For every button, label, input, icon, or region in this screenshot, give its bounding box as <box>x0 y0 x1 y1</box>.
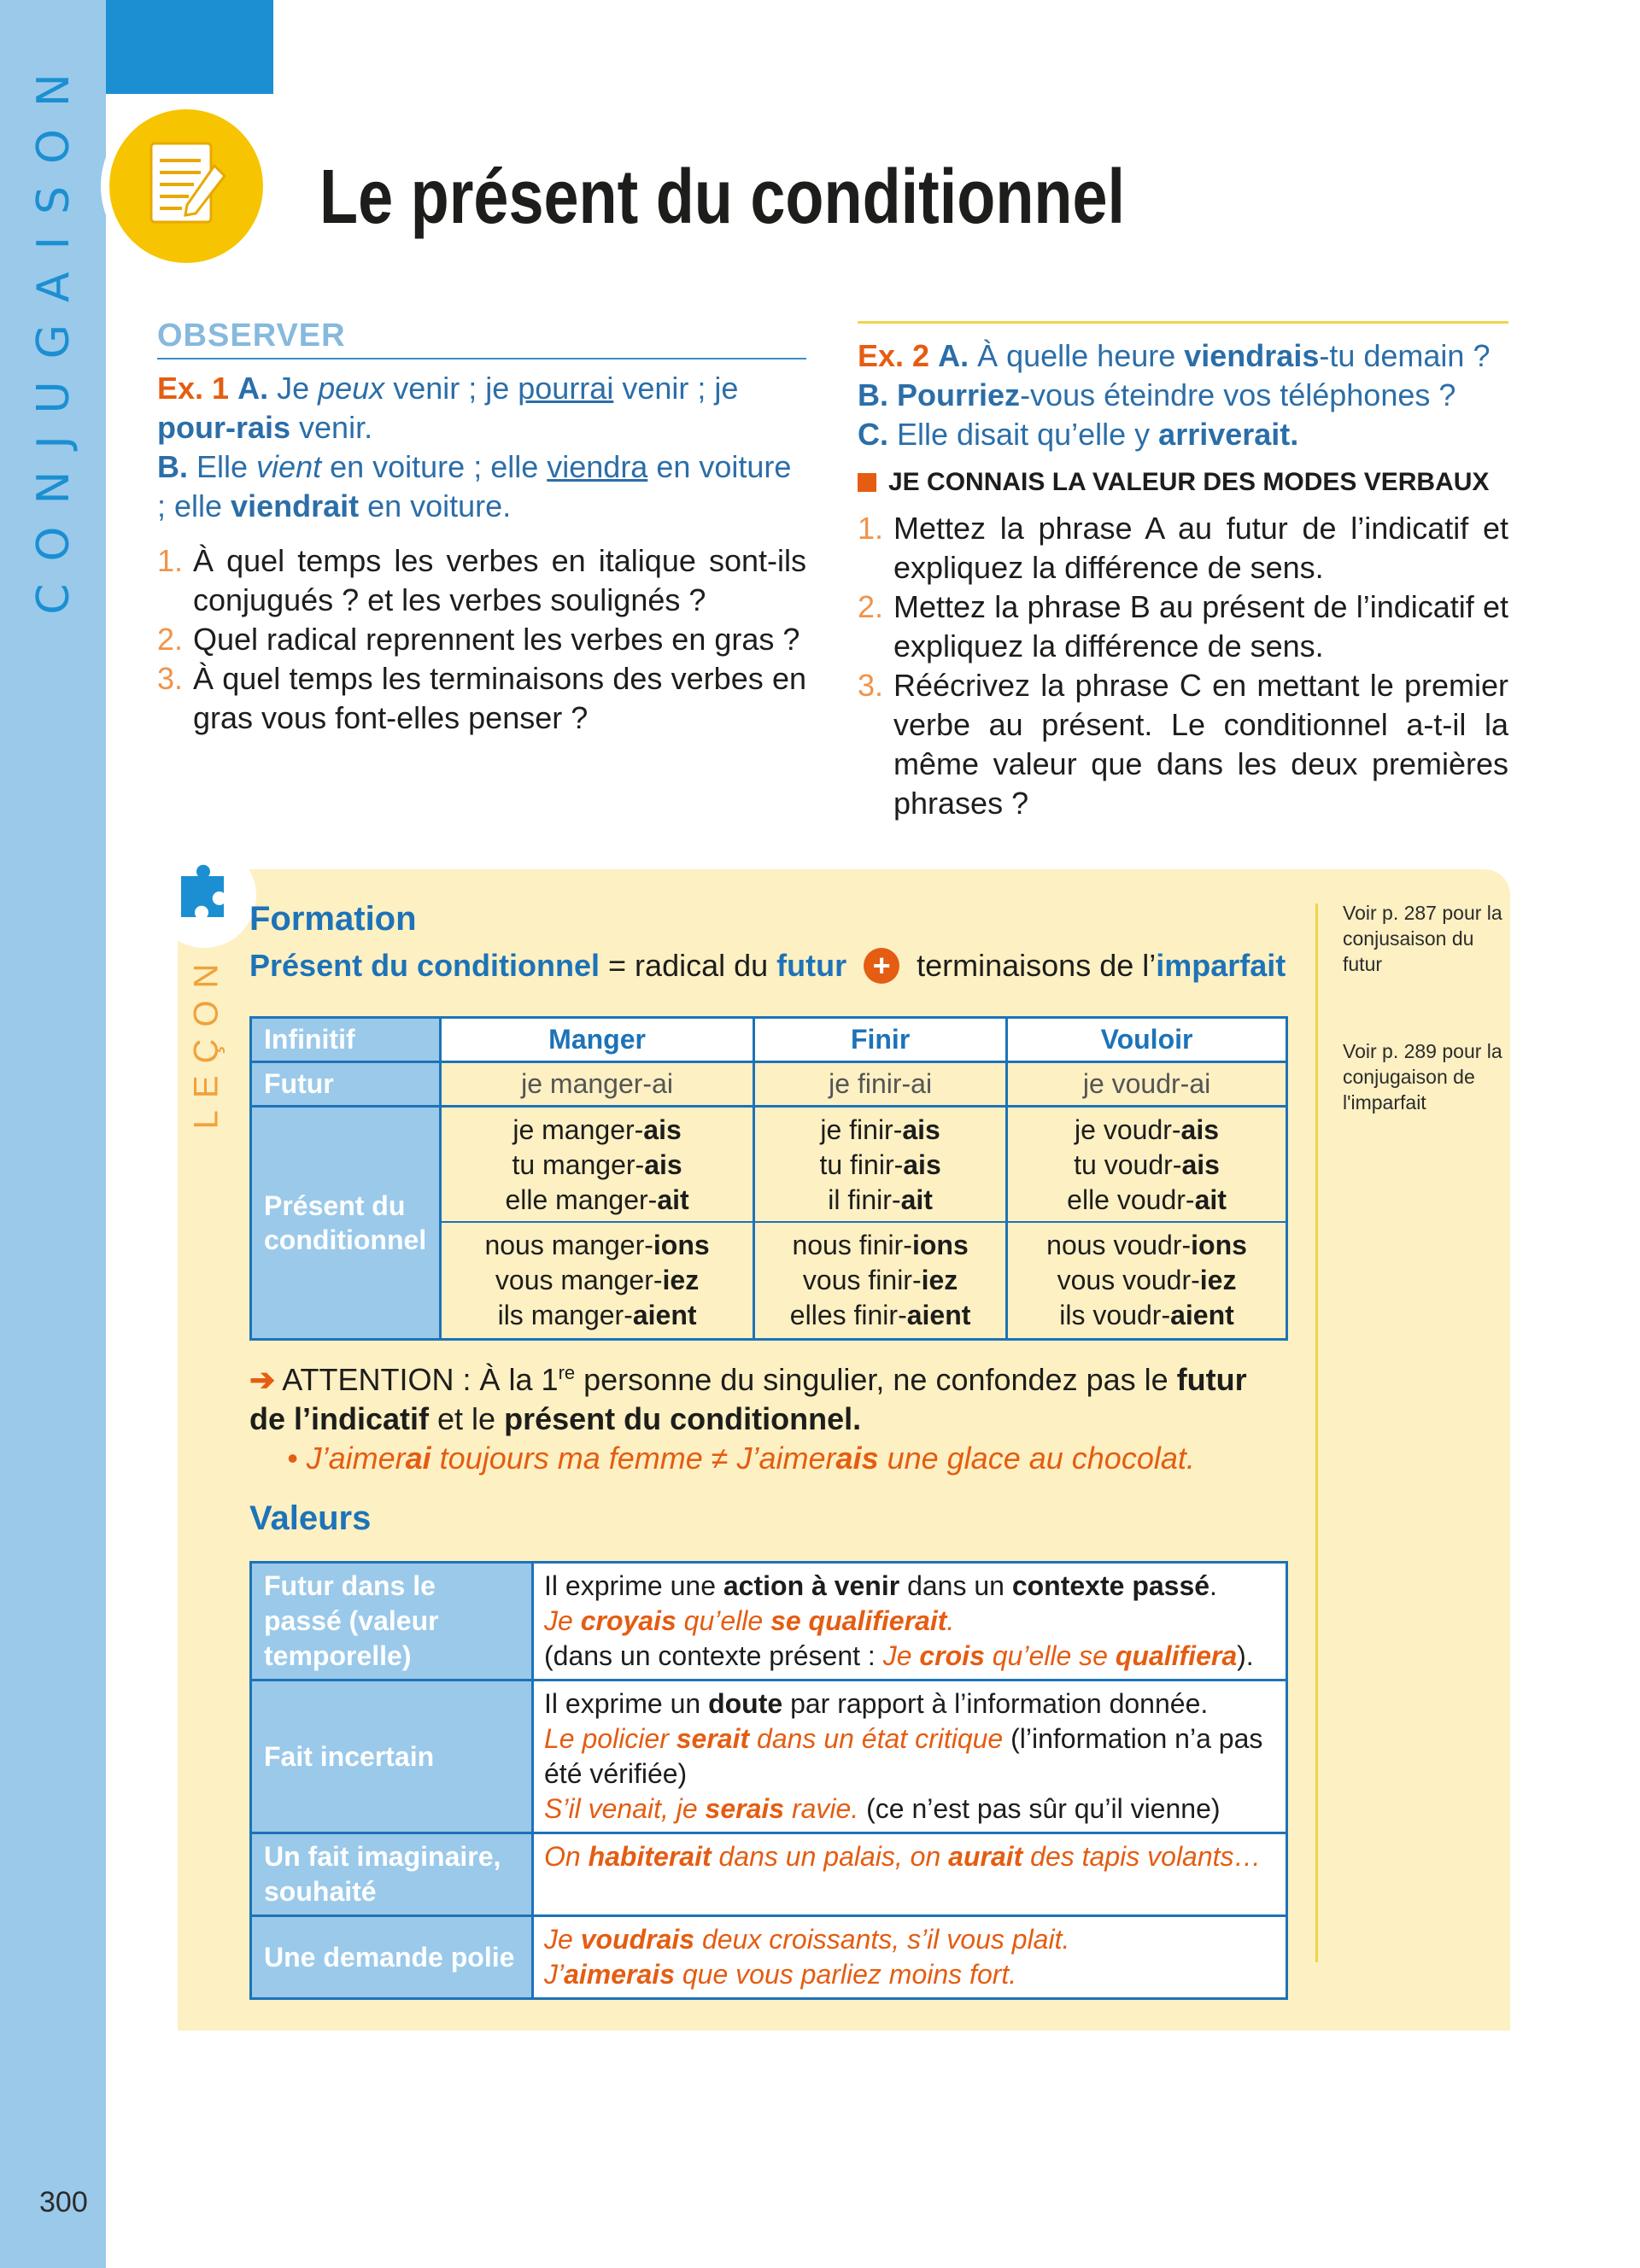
table-cell: Il exprime une action à venir dans un contexte passé. Je croyais qu’elle se qualifierait. (dans un contexte présent : Je crois qu’elle se qualifiera). <box>533 1563 1287 1681</box>
lesson-vertical-label: LEÇON <box>187 951 226 1129</box>
conjugation-table <box>249 1016 1288 1341</box>
conjugation-line: ils manger-aient <box>497 1300 697 1330</box>
conjugation-line: tu manger-ais <box>512 1149 682 1180</box>
list-item: 3. À quel temps les terminaisons des verbes en gras vous font-elles penser ? <box>157 661 806 735</box>
attention-note: ➔ ATTENTION : À la 1re personne du singulier, ne confondez pas le futur de l’indicatif et le présent du conditionnel. • J’aimerai toujours ma femme ≠ J’aimerais une glace au chocolat. <box>249 1353 1274 1478</box>
valeurs-table <box>249 1561 1288 2000</box>
table-cell <box>441 1107 754 1340</box>
table-row-label: Futur <box>251 1062 441 1107</box>
table-row <box>251 1833 1287 1916</box>
conjugation-line: tu finir-ais <box>819 1149 941 1180</box>
conjugation-line: vous voudr-iez <box>1057 1265 1237 1295</box>
margin-rule <box>1315 903 1318 1962</box>
table-row-label: Une demande polie <box>251 1916 533 1999</box>
plus-icon: + <box>864 948 899 984</box>
conjugation-line: elle voudr-ait <box>1067 1184 1227 1215</box>
table-row-label: Un fait imaginaire, souhaité <box>251 1833 533 1916</box>
square-bullet-icon <box>858 473 876 492</box>
conjugation-line: elles finir-aient <box>789 1300 971 1330</box>
conjugation-line: ils voudr-aient <box>1059 1300 1234 1330</box>
conjugation-line: tu voudr-ais <box>1074 1149 1220 1180</box>
exercise-2-questions <box>858 509 1508 823</box>
table-header: Infinitif <box>251 1018 441 1062</box>
list-item: 2. Quel radical reprennent les verbes en gras ? <box>157 622 800 657</box>
table-row-label: Présent du conditionnel <box>251 1107 441 1340</box>
conjugation-line: nous finir-ions <box>792 1230 969 1260</box>
table-cell: je manger-ai <box>441 1062 754 1107</box>
margin-note-imparfait: Voir p. 289 pour la conjugaison de l'imparfait <box>1343 1040 1502 1114</box>
table-row-label: Futur dans le passé (valeur temporelle) <box>251 1563 533 1681</box>
table-cell: Je voudrais deux croissants, s’il vous plait. J’aimerais que vous parliez moins fort. <box>533 1916 1287 1999</box>
conjugation-line: elle manger-ait <box>505 1184 689 1215</box>
formation-rule: Présent du conditionnel = radical du futur + terminaisons de l’imparfait <box>249 948 1286 983</box>
exercise-2-rule <box>858 321 1508 324</box>
list-item: 2. Mettez la phrase B au présent de l’indicatif et expliquez la différence de sens. <box>858 589 1508 663</box>
table-row <box>251 1681 1287 1833</box>
conjugation-line: vous finir-iez <box>802 1265 958 1295</box>
page-title: Le présent du conditionnel <box>319 155 1126 240</box>
valeurs-heading: Valeurs <box>249 1499 372 1537</box>
margin-note-futur: Voir p. 287 pour la conjusaison du futur <box>1343 902 1502 975</box>
conjugation-line: je manger-ais <box>512 1114 682 1145</box>
table-header: Manger <box>441 1018 754 1062</box>
conjugation-line: je finir-ais <box>820 1114 940 1145</box>
table-row <box>251 1563 1287 1681</box>
table-header: Vouloir <box>1007 1018 1287 1062</box>
table-cell: Il exprime un doute par rapport à l’information donnée. Le policier serait dans un état critique (l’information n’a pas été vérifiée) S’il venait, je serais ravie. (ce n’est pas sûr qu’il vienne) <box>533 1681 1287 1833</box>
example-sentence: • J’aimerai toujours ma femme ≠ J’aimerais une glace au chocolat. <box>287 1441 1195 1476</box>
page-number: 300 <box>39 2186 88 2218</box>
conjugation-line: il finir-ait <box>828 1184 933 1215</box>
formation-heading: Formation <box>249 900 417 938</box>
section-heading: JE CONNAIS LA VALEUR DES MODES VERBAUX <box>858 468 1489 497</box>
conjugation-line: nous voudr-ions <box>1046 1230 1247 1260</box>
exercise-2: Ex. 2 A. À quelle heure viendrais-tu demain ? B. Pourriez-vous éteindre vos téléphones ? C. Elle disait qu’elle y arriverait. <box>858 338 1491 452</box>
chapter-vertical-title: CONJUGAISON <box>28 51 80 615</box>
table-row-label: Fait incertain <box>251 1681 533 1833</box>
exercise-1-questions <box>157 541 806 738</box>
list-item: 1. À quel temps les verbes en italique sont-ils conjugués ? et les verbes soulignés ? <box>157 543 806 617</box>
list-item: 1. Mettez la phrase A au futur de l’indicatif et expliquez la différence de sens. <box>858 511 1508 585</box>
table-row <box>251 1916 1287 1999</box>
sidebar-top-band <box>106 0 273 94</box>
puzzle-lesson-icon <box>152 844 256 948</box>
table-cell: je finir-ai <box>754 1062 1007 1107</box>
table-cell <box>754 1107 1007 1340</box>
list-item: 3. Réécrivez la phrase C en mettant le premier verbe au présent. Le conditionnel a-t-il la même valeur que dans les deux premières phrases ? <box>858 668 1508 821</box>
observer-heading: OBSERVER <box>157 318 806 359</box>
table-cell: On habiterait dans un palais, on aurait des tapis volants… <box>533 1833 1287 1916</box>
document-pencil-icon <box>109 109 263 263</box>
conjugation-line: nous manger-ions <box>484 1230 710 1260</box>
conjugation-line: vous manger-iez <box>495 1265 700 1295</box>
conjugation-line: je voudr-ais <box>1075 1114 1220 1145</box>
exercise-1: Ex. 1 A. Je peux venir ; je pourrai venir ; je pour-rais venir. B. Elle vient en voiture ; elle viendra en voiture ; elle viendrait en voiture. <box>157 371 792 523</box>
table-header: Finir <box>754 1018 1007 1062</box>
arrow-right-icon: ➔ <box>249 1362 276 1397</box>
table-cell: je voudr-ai <box>1007 1062 1287 1107</box>
table-cell <box>1007 1107 1287 1340</box>
